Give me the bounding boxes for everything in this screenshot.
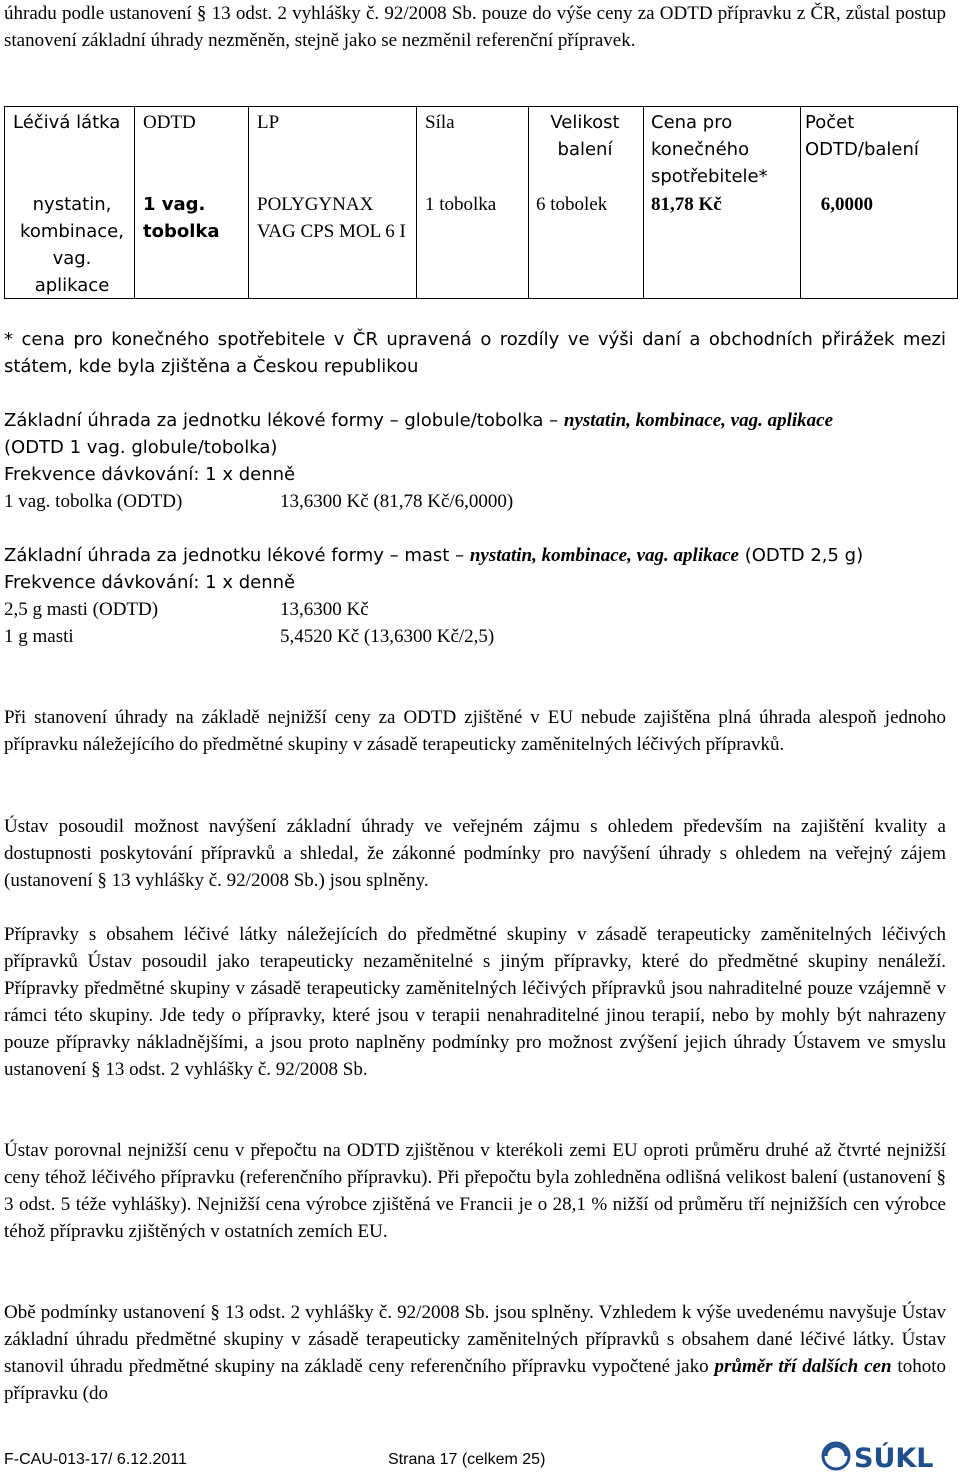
- block-calc-row: 2,5 g masti (ODTD) 13,6300 Kč: [4, 599, 369, 620]
- block-odtd: (ODTD 1 vag. globule/tobolka): [4, 437, 278, 458]
- cell-odtd: 1 vag. tobolka: [143, 194, 220, 242]
- cell-latka: nystatin, kombinace, vag. aplikace: [20, 194, 124, 296]
- header-cena: Cena pro konečného spotřebitele*: [651, 112, 768, 187]
- header-sila: Síla: [425, 112, 455, 133]
- page-footer: [4, 1444, 958, 1474]
- block-heading: Základní úhrada za jednotku lékové formy – globule/tobolka – nystatin, kombinace, vag. aplikace: [4, 410, 834, 431]
- paragraph-price-comparison: Ústav porovnal nejnižší cenu v přepočtu na ODTD zjištěnou v kterékoli zemi EU oproti průměru druhé až čtvrté nejnižší ceny téhož léčivého přípravku (referenčního přípravku). Při přepočtu byla zohledněna odlišná velikost balení (ustanovení § 3 odst. 5 téže vyhlášky). Nejnižší cena výrobce zjištěná ve Francii je o 28,1 % nižší od průměru tří nejnižších cen výrobce téhož přípravku zjištěných v ostatních zemích EU.: [4, 1140, 946, 1242]
- block-calc-row: 1 vag. tobolka (ODTD) 13,6300 Kč (81,78 Kč/6,0000): [4, 491, 514, 512]
- reimbursement-block-capsule: [4, 407, 946, 515]
- header-odtd: ODTD: [143, 112, 196, 133]
- block-frequency: Frekvence dávkování: 1 x denně: [4, 572, 296, 593]
- table-col-divider: [800, 107, 801, 298]
- table-col-divider: [416, 107, 417, 298]
- paragraph-public-interest: Ústav posoudil možnost navýšení základní úhrady ve veřejném zájmu s ohledem především na zajištění kvality a dostupnosti poskytování přípravků a shledal, že zákonné podmínky pro navýšení úhrady s ohledem na veřejný zájem (ustanovení § 13 vyhlášky č. 92/2008 Sb.) jsou splněny.: [4, 816, 946, 891]
- price-table: [4, 106, 958, 299]
- reimbursement-block-ointment: [4, 542, 946, 650]
- sukl-logo-icon: [818, 1436, 958, 1476]
- block-heading: Základní úhrada za jednotku lékové formy – mast – nystatin, kombinace, vag. aplikace (ODTD 2,5 g): [4, 545, 864, 566]
- table-col-divider: [248, 107, 249, 298]
- cell-pocet: 6,0000: [820, 194, 873, 215]
- table-footnote: * cena pro konečného spotřebitele v ČR upravená o rozdíly ve výši daní a obchodních přirážek mezi státem, kde byla zjištěna a Českou republikou: [4, 329, 946, 377]
- logo-text: SÚKL: [854, 1443, 934, 1474]
- page-number: Strana 17 (celkem 25): [388, 1451, 546, 1468]
- cell-lp: POLYGYNAX VAG CPS MOL 6 I: [257, 194, 406, 242]
- paragraph-irreplaceable: Přípravky s obsahem léčivé látky náležejících do předmětné skupiny v zásadě terapeuticky zaměnitelných léčivých přípravků Ústav posoudil jako terapeuticky nezaměnitelné s jiným přípravky, které do předmětné skupiny nenáleží. Přípravky předmětné skupiny v zásadě terapeuticky zaměnitelných léčivých přípravků jsou nahraditelné pouze vzájemně v rámci této skupiny. Jde tedy o přípravky, které jsou v terapii nenahraditelné jinou terapií, nebo by mohly být nahrazeny pouze přípravky nákladnějšími, a jsou proto naplněny podmínky pro možnost zvýšení jejich úhrady Ústavem ve smyslu ustanovení § 13 odst. 2 vyhlášky č. 92/2008 Sb.: [4, 924, 946, 1080]
- cell-cena: 81,78 Kč: [651, 194, 722, 215]
- header-pocet: Počet ODTD/balení: [805, 112, 919, 160]
- intro-paragraph: úhradu podle ustanovení § 13 odst. 2 vyhlášky č. 92/2008 Sb. pouze do výše ceny za ODTD přípravku z ČR, zůstal postup stanovení základní úhrady nezměněn, stejně jako se nezměnil referenční přípravek.: [4, 3, 946, 51]
- paragraph-full-coverage: Při stanovení úhrady na základě nejnižší ceny za ODTD zjištěné v EU nebude zajištěna plná úhrada alespoň jednoho přípravku náležejícího do předmětné skupiny v zásadě terapeuticky zaměnitelných léčivých přípravků.: [4, 707, 946, 755]
- block-calc-row: 1 g masti 5,4520 Kč (13,6300 Kč/2,5): [4, 626, 495, 647]
- header-velikost: Velikost balení: [550, 112, 620, 160]
- block-frequency: Frekvence dávkování: 1 x denně: [4, 464, 296, 485]
- header-lp: LP: [257, 112, 280, 133]
- header-latka: Léčivá látka: [13, 112, 121, 133]
- cell-velikost: 6 tobolek: [536, 194, 608, 215]
- document-code: F-CAU-013-17/ 6.12.2011: [4, 1451, 187, 1468]
- paragraph-conclusion: Obě podmínky ustanovení § 13 odst. 2 vyhlášky č. 92/2008 Sb. jsou splněny. Vzhledem k výše uvedenému navyšuje Ústav základní úhradu předmětné skupiny v zásadě terapeuticky zaměnitelných přípravků s obsahem dané léčivé látky. Ústav stanovil úhradu předmětné skupiny na základě ceny referenčního přípravku vypočtené jako průměr tří dalších cen tohoto přípravku (do: [4, 1302, 946, 1404]
- cell-sila: 1 tobolka: [425, 194, 497, 215]
- table-col-divider: [134, 107, 135, 298]
